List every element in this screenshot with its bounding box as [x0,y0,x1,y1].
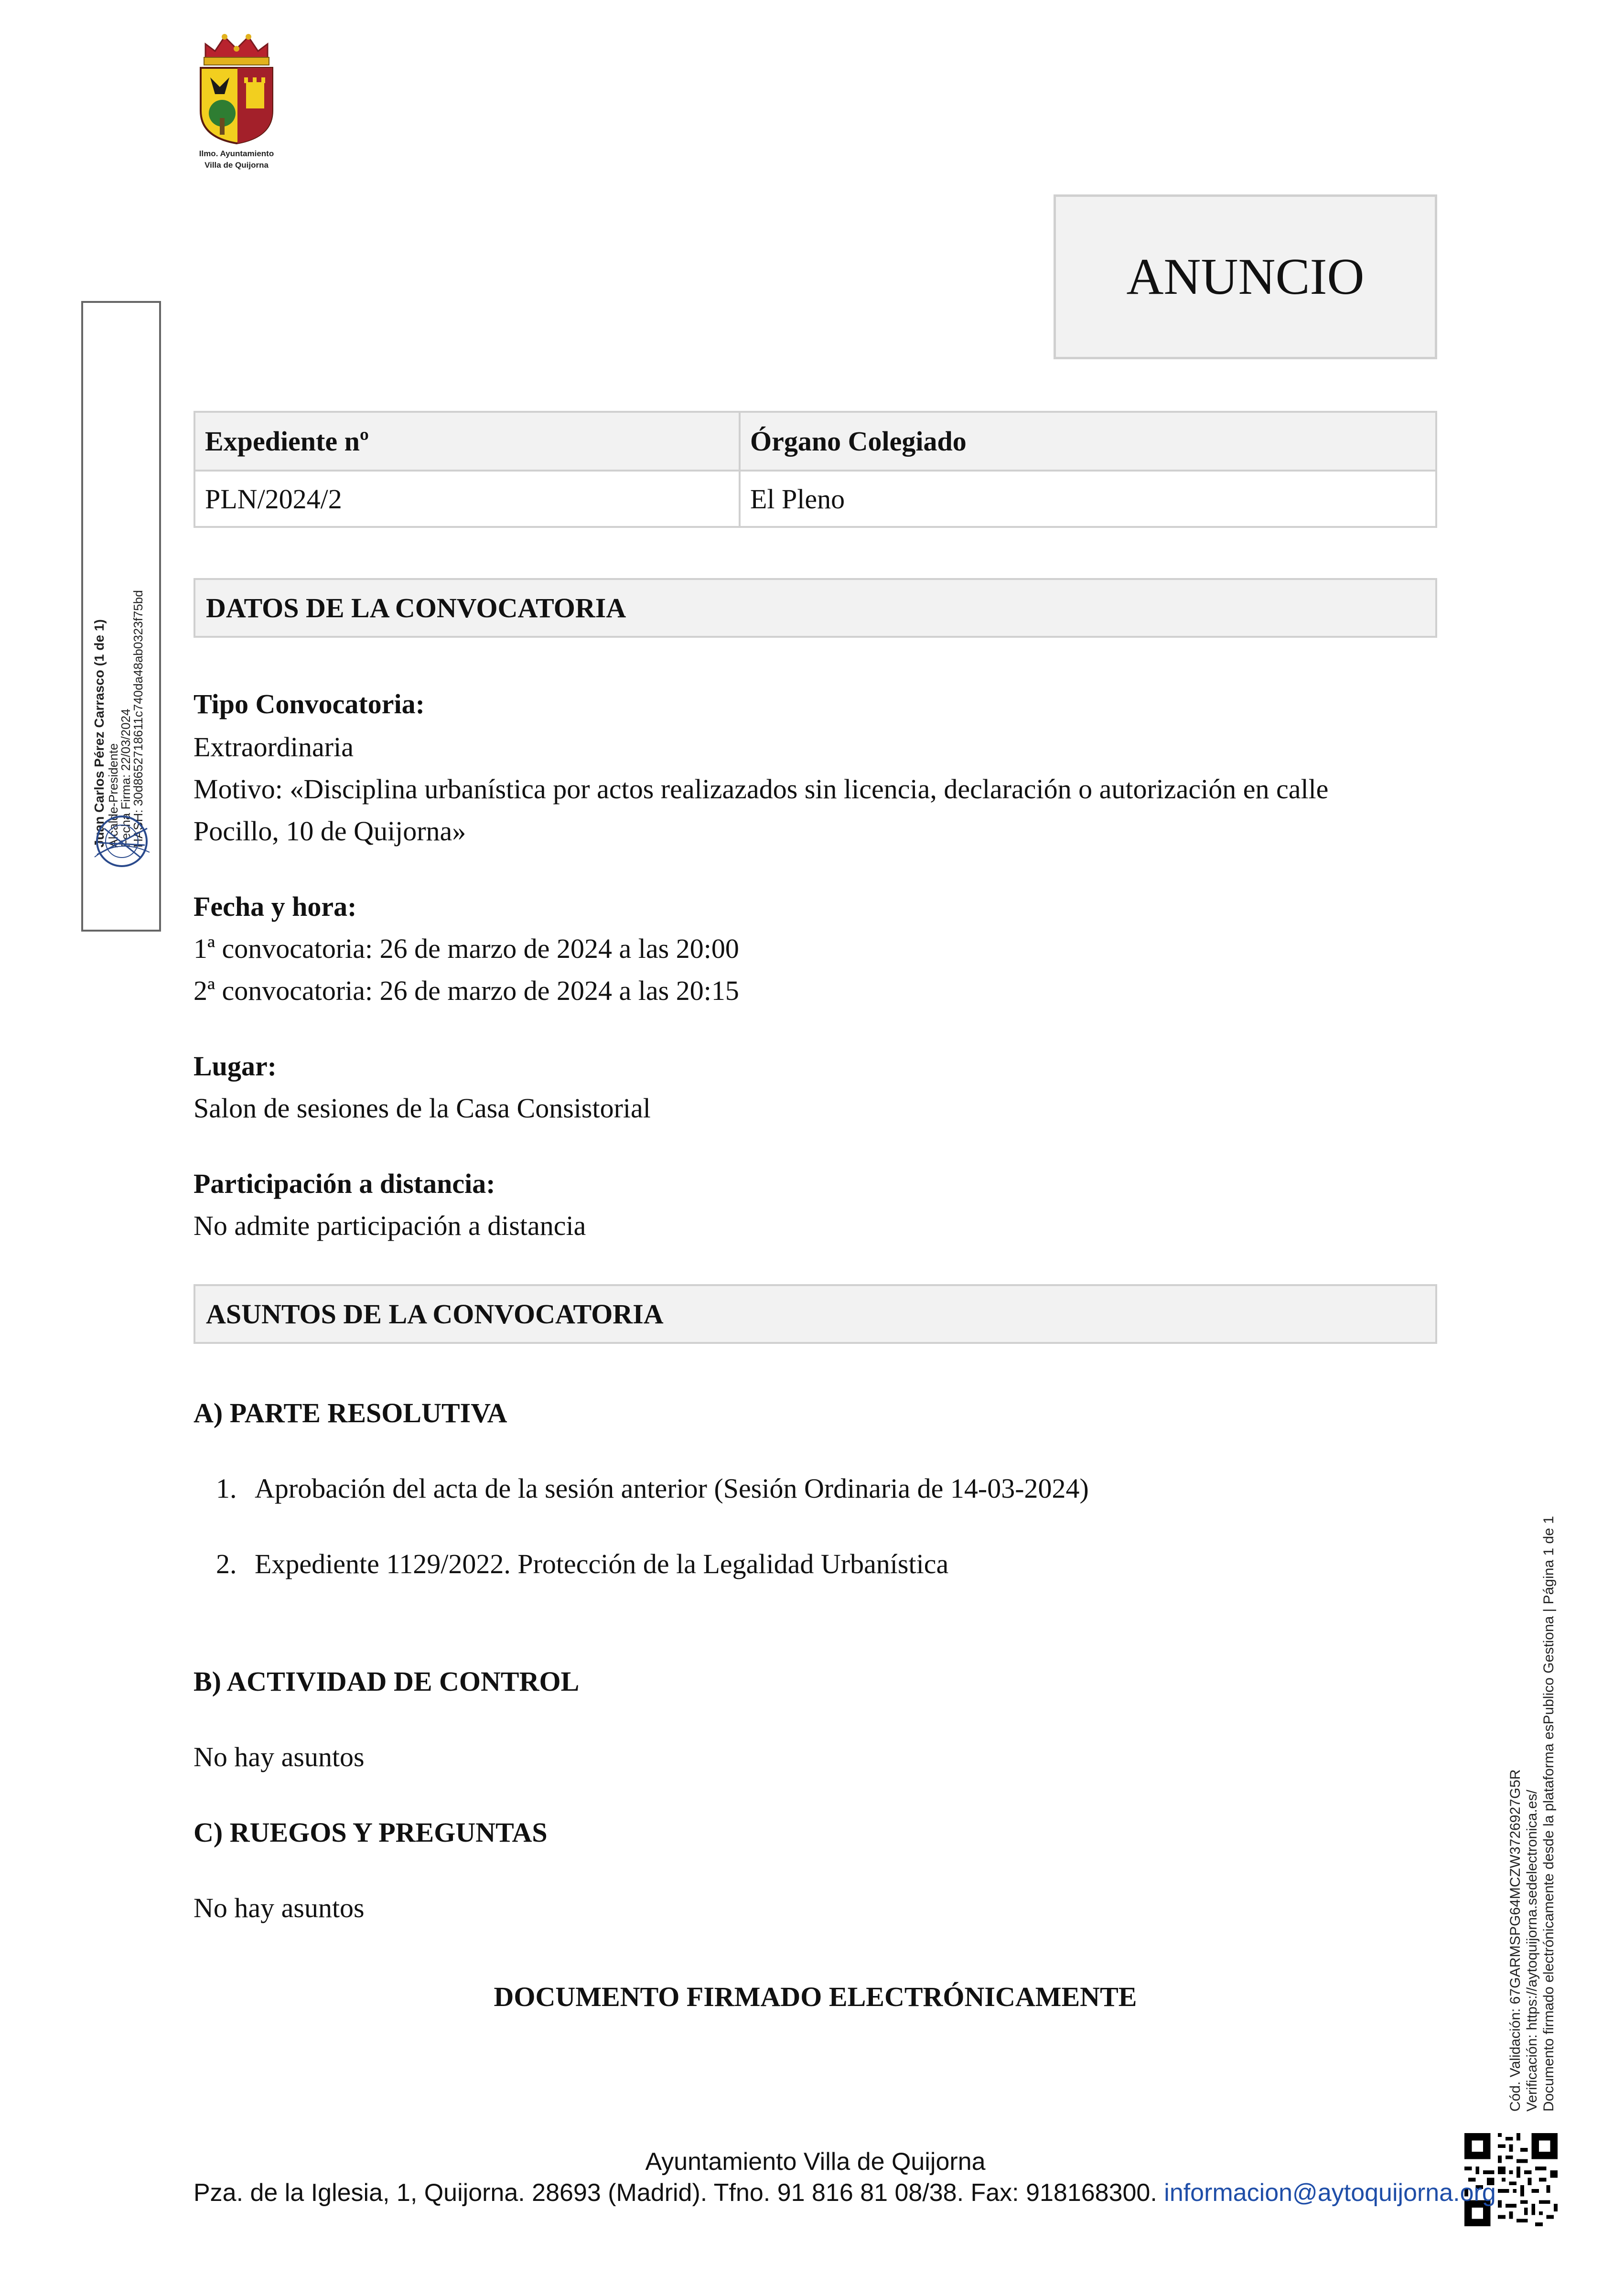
parte-b-title: B) ACTIVIDAD DE CONTROL [194,1666,580,1697]
signer-role: Alcalde-Presidente [106,743,120,848]
signature-stamp [81,301,161,932]
parte-a-title: A) PARTE RESOLUTIVA [194,1397,507,1428]
institution-name-line1: Ilmo. Ayuntamiento [199,149,274,158]
agenda-item: Aprobación del acta de la sesión anterior (Sesión Ordinaria de 14-03-2024) [255,1473,1089,1504]
agenda-item-number: 1. [216,1473,237,1504]
table-header-expediente: Expediente nº [195,413,741,470]
convocatoria-1: 1ª convocatoria: 26 de marzo de 2024 a las 20:00 [194,933,739,964]
table-divider [195,470,1435,472]
table-cell-expediente: PLN/2024/2 [205,483,342,515]
agenda-item-number: 2. [216,1548,237,1579]
signature-hash: HASH: 30d8652718611c740da48ab0323f75bd [131,590,145,848]
table-cell-organo: El Pleno [750,483,845,515]
expediente-table [194,411,1437,528]
parte-c-text: No hay asuntos [194,1892,365,1923]
signature-seal-icon [90,809,154,874]
participacion-value: No admite participación a distancia [194,1210,586,1241]
section-header-asuntos: ASUNTOS DE LA CONVOCATORIA [194,1284,1437,1344]
signer-name: Juan Carlos Pérez Carrasco (1 de 1) [92,619,107,848]
table-divider [739,413,741,526]
footer-email-link[interactable]: informacion@aytoquijorna.org [1164,2179,1496,2207]
section-header-datos: DATOS DE LA CONVOCATORIA [194,578,1437,638]
agenda-item: Expediente 1129/2022. Protección de la Legalidad Urbanística [255,1548,949,1579]
convocatoria-2: 2ª convocatoria: 26 de marzo de 2024 a las 20:15 [194,975,739,1006]
fecha-label: Fecha y hora: [194,891,357,922]
institution-name-line2: Villa de Quijorna [204,161,269,170]
footer-contact [194,2178,1496,2207]
table-header-organo: Órgano Colegiado [741,413,1435,470]
footer-institution: Ayuntamiento Villa de Quijorna [645,2148,986,2176]
lugar-label: Lugar: [194,1051,277,1082]
document-type-box [1054,194,1437,359]
motivo-line1: Motivo: «Disciplina urbanística por actos realizazados sin licencia, declaración o autorización en calle [194,773,1329,805]
participacion-label: Participación a distancia: [194,1168,495,1199]
parte-c-title: C) RUEGOS Y PREGUNTAS [194,1817,548,1848]
motivo-line2: Pocillo, 10 de Quijorna» [194,815,466,847]
lugar-value: Salon de sesiones de la Casa Consistorial [194,1093,651,1124]
footer-address: Pza. de la Iglesia, 1, Quijorna. 28693 (Madrid). Tfno. 91 816 81 08/38. Fax: 918168300. [194,2179,1157,2207]
validation-code: Cód. Validación: 67GARMSPG64MCZW3726927G5R [1507,1769,1523,2112]
coat-of-arms-icon [194,30,280,144]
document-type-title: ANUNCIO [1126,248,1365,305]
tipo-label: Tipo Convocatoria: [194,688,425,719]
verification-url[interactable]: Verificación: https://aytoquijorna.sedelectronica.es/ [1524,1790,1540,2112]
parte-b-text: No hay asuntos [194,1741,365,1772]
platform-notice: Documento firmado electrónicamente desde la plataforma esPublico Gestiona | Página 1 de 1 [1541,1516,1557,2112]
signed-notice: DOCUMENTO FIRMADO ELECTRÓNICAMENTE [494,1981,1137,2012]
signature-date: Fecha Firma: 22/03/2024 [118,708,133,848]
tipo-value: Extraordinaria [194,731,354,762]
